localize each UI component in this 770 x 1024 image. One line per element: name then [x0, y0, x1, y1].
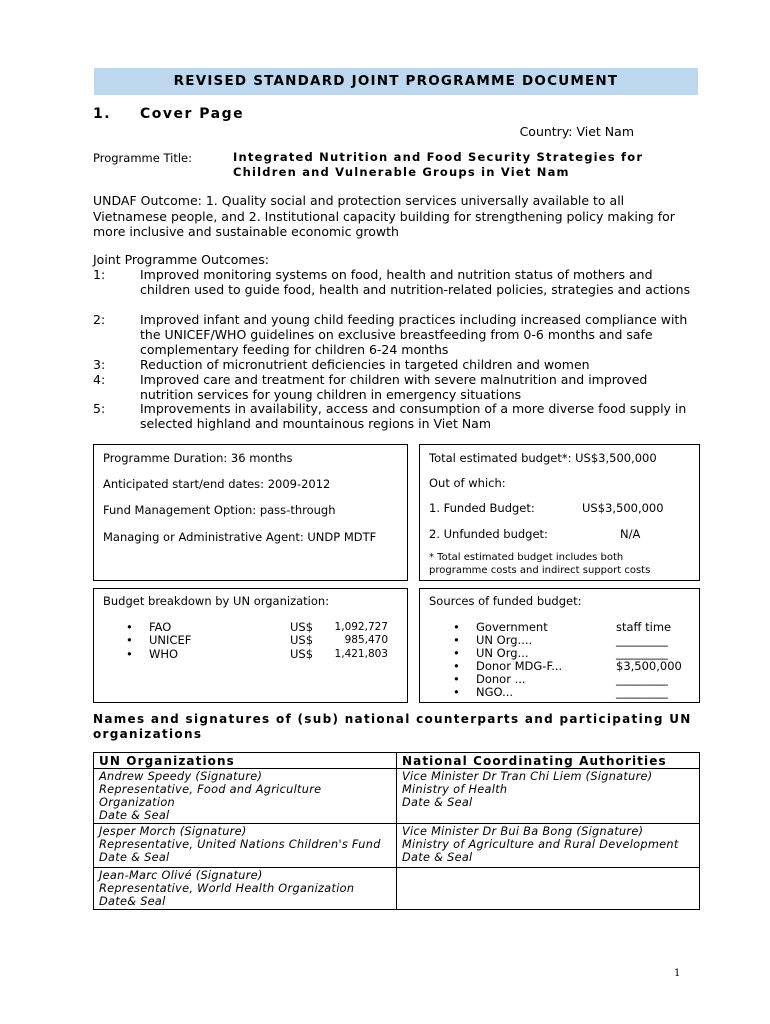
signature-line: Vice Minister Dr Bui Ba Bong (Signature)	[402, 825, 644, 838]
column-header: National Coordinating Authorities	[397, 753, 700, 769]
outcome-number: 1:	[93, 267, 106, 282]
programme-dates: Anticipated start/end dates: 2009-2012	[103, 477, 331, 491]
signature-cell	[94, 769, 397, 824]
source-value: $3,500,000	[616, 659, 682, 673]
breakdown-heading: Budget breakdown by UN organization:	[103, 594, 330, 608]
outcome-item	[93, 357, 693, 372]
source-name: Donor MDG-F...	[476, 659, 563, 673]
source-value: _________	[616, 633, 668, 647]
signature-line: Date & Seal	[402, 851, 473, 864]
outcome-item	[93, 401, 693, 431]
bullet: •	[126, 620, 133, 634]
source-name: UN Org....	[476, 633, 533, 647]
outcome-item	[93, 372, 693, 402]
outcome-number: 5:	[93, 401, 106, 416]
programme-title	[233, 150, 663, 180]
budget-note-line: programme costs and indirect support costs	[429, 564, 651, 576]
programme-info-box	[93, 444, 408, 581]
country-label: Country: Viet Nam	[519, 124, 634, 139]
page-number: 1	[674, 968, 681, 979]
funding-sources-box	[419, 588, 700, 703]
outcome-text: Improved care and treatment for children with severe malnutrition and improved nutrition services for young children in emergency situations	[140, 372, 648, 402]
table-row	[94, 769, 700, 824]
unfunded-budget-label: 2. Unfunded budget:	[429, 527, 548, 541]
table-header-row	[94, 753, 700, 769]
outcome-number: 2:	[93, 312, 106, 327]
funded-budget-value: US$3,500,000	[582, 501, 664, 515]
section-number: 1.	[93, 106, 112, 122]
signatures-title: Names and signatures of (sub) national counterparts and participating UN organizations	[93, 712, 692, 741]
document-banner: REVISED STANDARD JOINT PROGRAMME DOCUMENT	[94, 68, 698, 95]
signature-cell	[94, 868, 397, 910]
bullet: •	[453, 672, 460, 686]
signature-line: Date& Seal	[99, 895, 166, 908]
signatures-table	[93, 752, 700, 910]
administrative-agent: Managing or Administrative Agent: UNDP MDTF	[103, 530, 377, 544]
out-of-which: Out of which:	[429, 476, 506, 490]
total-budget: Total estimated budget*: US$3,500,000	[429, 451, 657, 465]
outcome-text: Improved monitoring systems on food, health and nutrition status of mothers and children used to guide food, health and nutrition-related policies, strategies and actions	[140, 267, 691, 297]
breakdown-amount: 1,092,727	[334, 621, 388, 633]
column-header: UN Organizations	[94, 753, 397, 769]
outcome-item	[93, 312, 693, 357]
breakdown-currency: US$	[290, 647, 314, 661]
budget-note	[429, 552, 650, 577]
breakdown-currency: US$	[290, 620, 314, 634]
breakdown-org: WHO	[149, 647, 179, 661]
bullet: •	[126, 633, 133, 647]
signature-line: Jesper Morch (Signature)	[99, 825, 247, 838]
programme-title-line: Integrated Nutrition and Food Security Strategies for	[233, 150, 644, 164]
signature-line: Jean-Marc Olivé (Signature)	[99, 869, 263, 882]
table-row	[94, 868, 700, 910]
signature-line: Date & Seal	[99, 809, 170, 822]
budget-box	[419, 444, 700, 581]
budget-breakdown-box	[93, 588, 408, 703]
signature-line: Date & Seal	[402, 796, 473, 809]
budget-note-line: * Total estimated budget includes both	[429, 552, 624, 563]
outcome-item	[93, 267, 693, 297]
section-title: Cover Page	[140, 106, 245, 122]
bullet: •	[453, 685, 460, 699]
breakdown-org: UNICEF	[149, 633, 192, 647]
bullet: •	[453, 646, 460, 660]
source-name: UN Org...	[476, 646, 529, 660]
outcome-number: 3:	[93, 357, 106, 372]
signature-line: Ministry of Agriculture and Rural Development	[402, 838, 679, 851]
undaf-outcome: UNDAF Outcome: 1. Quality social and protection services universally available to all Vietnamese people, and 2. Institutional capacity building for strengthening policy making for more inclusive and sustainable economic growth	[93, 193, 675, 239]
signature-line: Andrew Speedy (Signature)	[99, 770, 263, 783]
programme-duration: Programme Duration: 36 months	[103, 451, 293, 465]
breakdown-currency: US$	[290, 633, 314, 647]
bullet: •	[453, 620, 460, 634]
source-value: _________	[616, 646, 668, 660]
signature-line: Date & Seal	[99, 851, 170, 864]
bullet: •	[126, 647, 133, 661]
source-name: Donor ...	[476, 672, 526, 686]
programme-title-label: Programme Title:	[93, 151, 192, 165]
breakdown-amount: 985,470	[344, 634, 388, 646]
bullet: •	[453, 659, 460, 673]
signature-line: Ministry of Health	[402, 783, 508, 796]
sources-heading: Sources of funded budget:	[429, 594, 582, 608]
outcome-number: 4:	[93, 372, 106, 387]
outcome-text: Reduction of micronutrient deficiencies in targeted children and women	[140, 357, 590, 372]
programme-title-line: Children and Vulnerable Groups in Viet Nam	[233, 165, 570, 179]
source-value: _________	[616, 685, 668, 699]
fund-management-option: Fund Management Option: pass-through	[103, 503, 336, 517]
breakdown-amount: 1,421,803	[334, 648, 388, 660]
funded-budget-label: 1. Funded Budget:	[429, 501, 535, 515]
signature-cell	[397, 769, 700, 824]
signature-line: Vice Minister Dr Tran Chi Liem (Signature)	[402, 770, 653, 783]
source-name: Government	[476, 620, 548, 634]
table-row	[94, 824, 700, 868]
signature-line: Representative, World Health Organization	[99, 882, 355, 895]
signature-cell-empty	[397, 868, 700, 910]
signature-cell	[397, 824, 700, 868]
unfunded-budget-value: N/A	[620, 527, 641, 541]
outcome-text: Improved infant and young child feeding practices including increased compliance with the UNICEF/WHO guidelines on exclusive breastfeeding from 0-6 months and safe complementary feeding for children 6-24 months	[140, 312, 688, 357]
source-value: _________	[616, 672, 668, 686]
signature-line: Representative, Food and Agriculture Organization	[99, 783, 322, 809]
signature-cell	[94, 824, 397, 868]
breakdown-org: FAO	[149, 620, 172, 634]
bullet: •	[453, 633, 460, 647]
source-name: NGO...	[476, 685, 514, 699]
joint-programme-outcomes-heading: Joint Programme Outcomes:	[93, 252, 269, 267]
source-value: staff time	[616, 620, 672, 634]
outcome-text: Improvements in availability, access and consumption of a more diverse food supply in selected highland and mountainous regions in Viet Nam	[140, 401, 687, 431]
signature-line: Representative, United Nations Children's Fund	[99, 838, 381, 851]
